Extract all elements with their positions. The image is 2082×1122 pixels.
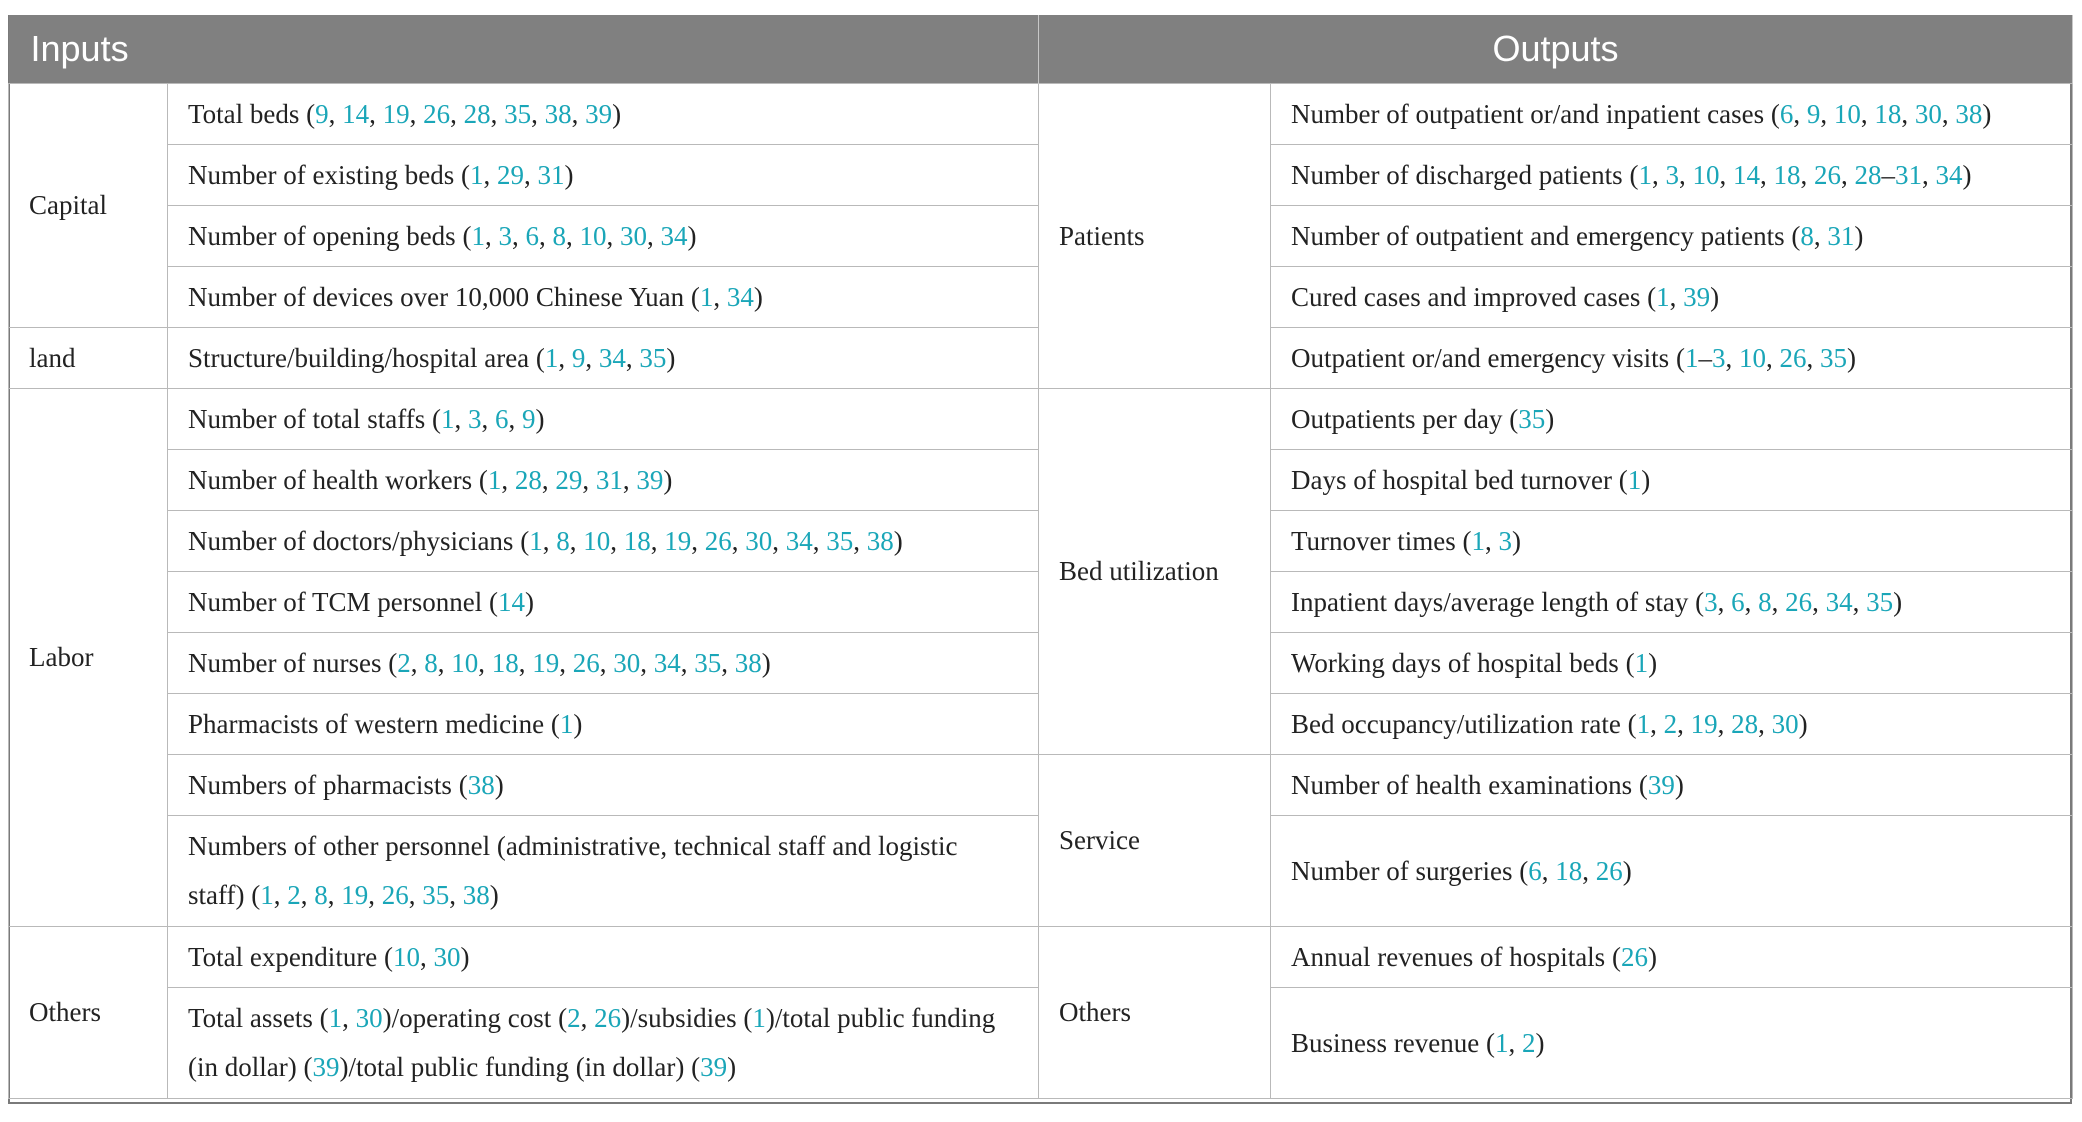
citation-ref[interactable]: 8 [556, 525, 570, 556]
citation-ref[interactable]: 3 [1665, 159, 1679, 190]
citation-ref[interactable]: 35 [694, 647, 722, 678]
input-group-capital: Capital [9, 84, 168, 328]
citation-ref[interactable]: 18 [1874, 98, 1902, 129]
citation-ref[interactable]: 39 [700, 1052, 728, 1082]
citation-ref[interactable]: 10 [451, 647, 479, 678]
citation-ref[interactable]: 35 [826, 525, 854, 556]
output-cell: Turnover times (1, 3) [1271, 511, 2073, 572]
citation-ref[interactable]: 3 [1498, 525, 1513, 556]
input-cell: Pharmacists of western medicine (1) [168, 694, 1039, 755]
output-cell: Number of discharged patients (1, 3, 10, 14, 18, 26, 28–31, 34) [1271, 145, 2073, 206]
citation-ref[interactable]: 3 [467, 403, 482, 434]
input-cell: Number of devices over 10,000 Chinese Yuan (1, 34) [168, 267, 1039, 328]
input-cell: Numbers of other personnel (administrative, technical staff and logistic staff) (1, 2, 8, 19, 26, 35, 38) [168, 816, 1039, 927]
output-group-patients: Patients [1039, 84, 1271, 389]
citation-ref[interactable]: 19 [341, 880, 369, 910]
citation-ref[interactable]: 6 [1779, 98, 1794, 129]
input-cell: Total assets (1, 30)/operating cost (2, 26)/subsidies (1)/total public funding (in dollar) (39)/total public funding (in dollar) (39) [168, 988, 1039, 1099]
citation-ref[interactable]: 6 [525, 220, 539, 251]
header-row [9, 15, 2073, 84]
table-row [9, 755, 2073, 816]
output-group-others: Others [1039, 927, 1271, 1099]
citation-ref[interactable]: 1 [752, 1003, 766, 1033]
citation-ref[interactable]: 26 [1620, 941, 1648, 972]
output-group-service: Service [1039, 755, 1271, 927]
citation-ref[interactable]: 26 [423, 98, 451, 129]
citation-ref[interactable]: 1 [529, 525, 543, 556]
citation-ref[interactable]: 8 [552, 220, 566, 251]
citation-ref[interactable]: 35 [504, 98, 532, 129]
citation-ref[interactable]: 1 [1684, 342, 1699, 373]
input-cell: Number of existing beds (1, 29, 31) [168, 145, 1039, 206]
citation-ref[interactable]: 28 [514, 464, 542, 495]
citation-ref[interactable]: 1 [260, 880, 274, 910]
citation-ref[interactable]: 34 [598, 342, 626, 373]
input-cell: Number of total staffs (1, 3, 6, 9) [168, 389, 1039, 450]
citation-ref[interactable]: 35 [1866, 586, 1894, 617]
output-cell: Outpatient or/and emergency visits (1–3, 10, 26, 35) [1271, 328, 2073, 389]
citation-ref[interactable]: 34 [1935, 159, 1963, 190]
citation-ref[interactable]: 14 [342, 98, 370, 129]
citation-ref[interactable]: 39 [636, 464, 664, 495]
citation-ref[interactable]: 31 [1894, 159, 1922, 190]
citation-ref[interactable]: 26 [1595, 855, 1623, 886]
input-cell: Number of opening beds (1, 3, 6, 8, 10, 30, 34) [168, 206, 1039, 267]
citation-ref[interactable]: 30 [1771, 708, 1799, 739]
citation-ref[interactable]: 34 [653, 647, 681, 678]
output-cell: Business revenue (1, 2) [1271, 988, 2073, 1099]
citation-ref[interactable]: 38 [866, 525, 894, 556]
output-cell: Number of health examinations (39) [1271, 755, 2073, 816]
citation-ref[interactable]: 38 [462, 880, 490, 910]
citation-ref[interactable]: 18 [623, 525, 651, 556]
output-cell: Working days of hospital beds (1) [1271, 633, 2073, 694]
input-cell: Total expenditure (10, 30) [168, 927, 1039, 988]
citation-ref[interactable]: 2 [397, 647, 411, 678]
citation-ref[interactable]: 10 [1738, 342, 1766, 373]
citation-ref[interactable]: 30 [433, 941, 461, 972]
citation-ref[interactable]: 30 [745, 525, 773, 556]
citation-ref[interactable]: 9 [571, 342, 586, 373]
citation-ref[interactable]: 39 [1647, 769, 1675, 800]
citation-ref[interactable]: 1 [1634, 647, 1649, 678]
citation-ref[interactable]: 8 [424, 647, 438, 678]
citation-ref[interactable]: 39 [312, 1052, 340, 1082]
input-cell: Number of doctors/physicians (1, 8, 10, 18, 19, 26, 30, 34, 35, 38) [168, 511, 1039, 572]
citation-ref[interactable]: 26 [381, 880, 409, 910]
citation-ref[interactable]: 28 [1731, 708, 1759, 739]
citation-ref[interactable]: 8 [314, 880, 328, 910]
citation-ref[interactable]: 1 [1656, 281, 1670, 312]
citation-ref[interactable]: 1 [469, 159, 484, 190]
input-group-land: land [9, 328, 168, 389]
citation-ref[interactable]: 26 [1813, 159, 1841, 190]
output-cell: Outpatients per day (35) [1271, 389, 2073, 450]
output-cell: Days of hospital bed turnover (1) [1271, 450, 2073, 511]
citation-ref[interactable]: 28 [1854, 159, 1882, 190]
citation-ref[interactable]: 2 [287, 880, 301, 910]
table-row [9, 84, 2073, 145]
citation-ref[interactable]: 31 [1827, 220, 1855, 251]
input-cell: Numbers of pharmacists (38) [168, 755, 1039, 816]
output-cell: Inpatient days/average length of stay (3, 6, 8, 26, 34, 35) [1271, 572, 2073, 633]
inputs-outputs-table [8, 15, 2073, 1099]
citation-ref[interactable]: 38 [467, 769, 495, 800]
citation-ref[interactable]: 26 [1785, 586, 1813, 617]
citation-ref[interactable]: 6 [494, 403, 509, 434]
citation-ref[interactable]: 35 [1819, 342, 1847, 373]
input-cell: Number of nurses (2, 8, 10, 18, 19, 26, 30, 34, 35, 38) [168, 633, 1039, 694]
citation-ref[interactable]: 19 [664, 525, 692, 556]
citation-ref[interactable]: 14 [1732, 159, 1760, 190]
output-cell: Number of surgeries (6, 18, 26) [1271, 816, 2073, 927]
citation-ref[interactable]: 1 [487, 464, 502, 495]
citation-ref[interactable]: 3 [1711, 342, 1726, 373]
citation-ref[interactable]: 29 [555, 464, 583, 495]
output-cell: Cured cases and improved cases (1, 39) [1271, 267, 2073, 328]
citation-ref[interactable]: 26 [704, 525, 732, 556]
output-cell: Number of outpatient and emergency patients (8, 31) [1271, 206, 2073, 267]
citation-ref[interactable]: 34 [1825, 586, 1853, 617]
input-cell: Structure/building/hospital area (1, 9, 34, 35) [168, 328, 1039, 389]
citation-ref[interactable]: 30 [613, 647, 641, 678]
input-group-labor: Labor [9, 389, 168, 927]
citation-ref[interactable]: 29 [496, 159, 524, 190]
inputs-header: Inputs [9, 15, 1039, 84]
output-cell: Bed occupancy/utilization rate (1, 2, 19, 28, 30) [1271, 694, 2073, 755]
citation-ref[interactable]: 1 [559, 708, 574, 739]
citation-ref[interactable]: 2 [1663, 708, 1678, 739]
citation-ref[interactable]: 1 [1638, 159, 1652, 190]
citation-ref[interactable]: 26 [572, 647, 600, 678]
citation-ref[interactable]: 26 [1779, 342, 1807, 373]
citation-ref[interactable]: 9 [1806, 98, 1821, 129]
input-cell: Total beds (9, 14, 19, 26, 28, 35, 38, 39) [168, 84, 1039, 145]
citation-ref[interactable]: 10 [1833, 98, 1861, 129]
output-group-bed-utilization: Bed utilization [1039, 389, 1271, 755]
citation-ref[interactable]: 2 [567, 1003, 581, 1033]
outputs-header: Outputs [1039, 15, 2073, 84]
output-cell: Annual revenues of hospitals (26) [1271, 927, 2073, 988]
citation-ref[interactable]: 10 [393, 941, 421, 972]
citation-ref[interactable]: 9 [521, 403, 536, 434]
output-cell: Number of outpatient or/and inpatient cases (6, 9, 10, 18, 30, 38) [1271, 84, 2073, 145]
citation-ref[interactable]: 8 [1758, 586, 1772, 617]
citation-ref[interactable]: 18 [491, 647, 519, 678]
citation-ref[interactable]: 1 [1494, 1027, 1509, 1058]
citation-ref[interactable]: 35 [1518, 403, 1546, 434]
citation-ref[interactable]: 9 [315, 98, 329, 129]
citation-ref[interactable]: 8 [1800, 220, 1814, 251]
citation-ref[interactable]: 1 [544, 342, 559, 373]
citation-ref[interactable]: 18 [1555, 855, 1583, 886]
citation-ref[interactable]: 35 [422, 880, 450, 910]
citation-ref[interactable]: 19 [532, 647, 560, 678]
citation-ref[interactable]: 10 [583, 525, 611, 556]
citation-ref[interactable]: 28 [463, 98, 491, 129]
citation-ref[interactable]: 38 [544, 98, 572, 129]
citation-ref[interactable]: 19 [1690, 708, 1718, 739]
citation-ref[interactable]: 1 [440, 403, 455, 434]
citation-ref[interactable]: 35 [639, 342, 667, 373]
citation-ref[interactable]: 31 [537, 159, 565, 190]
citation-ref[interactable]: 39 [1683, 281, 1711, 312]
citation-ref[interactable]: 18 [1773, 159, 1801, 190]
citation-ref[interactable]: 10 [579, 220, 607, 251]
citation-ref[interactable]: 6 [1731, 586, 1745, 617]
input-cell: Number of health workers (1, 28, 29, 31, 39) [168, 450, 1039, 511]
citation-ref[interactable]: 1 [328, 1003, 343, 1033]
citation-ref[interactable]: 2 [1521, 1027, 1536, 1058]
citation-ref[interactable]: 1 [1471, 525, 1486, 556]
citation-ref[interactable]: 39 [585, 98, 613, 129]
citation-ref[interactable]: 38 [734, 647, 762, 678]
citation-ref[interactable]: 34 [726, 281, 754, 312]
citation-ref[interactable]: 31 [595, 464, 623, 495]
citation-ref[interactable]: 1 [699, 281, 714, 312]
citation-ref[interactable]: 1 [1636, 708, 1651, 739]
input-cell: Number of TCM personnel (14) [168, 572, 1039, 633]
citation-ref[interactable]: 1 [471, 220, 485, 251]
citation-ref[interactable]: 10 [1692, 159, 1720, 190]
citation-ref[interactable]: 34 [660, 220, 688, 251]
table-row [9, 927, 2073, 988]
citation-ref[interactable]: 26 [594, 1003, 622, 1033]
citation-ref[interactable]: 30 [355, 1003, 383, 1033]
citation-ref[interactable]: 30 [619, 220, 647, 251]
citation-ref[interactable]: 34 [785, 525, 813, 556]
citation-ref[interactable]: 30 [1914, 98, 1942, 129]
citation-ref[interactable]: 19 [382, 98, 410, 129]
citation-ref[interactable]: 1 [1627, 464, 1642, 495]
citation-ref[interactable]: 3 [1704, 586, 1718, 617]
table-row [9, 389, 2073, 450]
citation-ref[interactable]: 3 [498, 220, 512, 251]
citation-ref[interactable]: 38 [1955, 98, 1983, 129]
citation-ref[interactable]: 6 [1528, 855, 1542, 886]
citation-ref[interactable]: 14 [497, 586, 525, 617]
input-group-others: Others [9, 927, 168, 1099]
